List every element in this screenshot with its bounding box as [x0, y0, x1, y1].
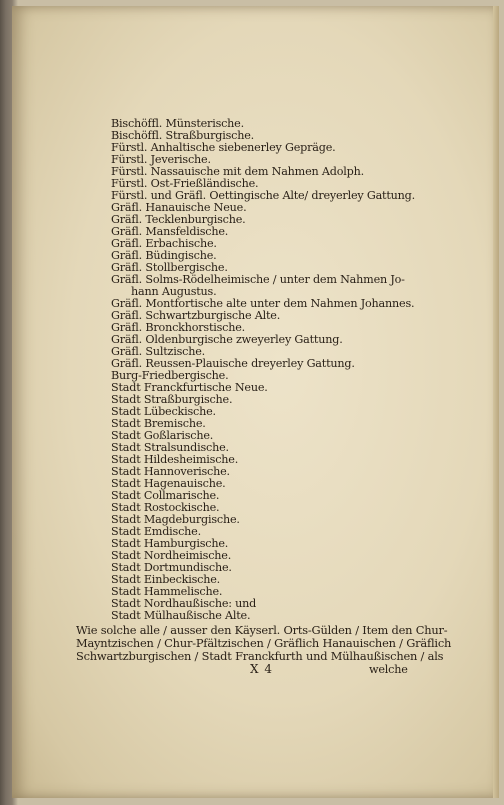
list-item: Gräfl. Solms-Rödelheimische / unter dem Nahmen Jo- [111, 273, 405, 286]
list-item: Stadt Collmarische. [111, 489, 220, 502]
list-item: Gräfl. Bronckhorstische. [111, 321, 246, 334]
list-item: Gräfl. Tecklenburgische. [111, 213, 246, 226]
list-item: Stadt Stralsundische. [111, 441, 229, 454]
list-item: Bischöffl. Straßburgische. [111, 129, 255, 142]
list-item: Stadt Hildesheimische. [111, 453, 239, 466]
list-item: Stadt Lübeckische. [111, 405, 216, 418]
catchword: welche [369, 663, 408, 676]
list-item: Burg-Friedbergische. [111, 369, 229, 382]
list-item: Gräfl. Erbachische. [111, 237, 217, 250]
list-item: Stadt Hannoverische. [111, 465, 230, 478]
list-item: Gräfl. Hanauische Neue. [111, 201, 247, 214]
list-item: Stadt Hammelische. [111, 585, 223, 598]
document-page [12, 6, 499, 798]
list-item: Gräfl. Büdingische. [111, 249, 217, 262]
list-item: Fürstl. Anhaltische siebenerley Gepräge. [111, 141, 336, 154]
paragraph-line: Mayntzischen / Chur-Pfältzischen / Gräflich Hanauischen / Gräflich [76, 636, 452, 650]
list-item: Gräfl. Stollbergische. [111, 261, 228, 274]
list-item: Stadt Goßlarische. [111, 429, 214, 442]
list-item: Stadt Emdische. [111, 525, 201, 538]
list-item-continuation: hann Augustus. [131, 285, 217, 298]
list-item: Gräfl. Schwartzburgische Alte. [111, 309, 281, 322]
list-item: Stadt Nordheimische. [111, 549, 232, 562]
list-item: Gräfl. Oldenburgische zweyerley Gattung. [111, 333, 343, 346]
list-item: Stadt Nordhaußische: und [111, 597, 257, 610]
text-block [12, 6, 499, 798]
list-item: Stadt Hagenauische. [111, 477, 226, 490]
list-item: Gräfl. Mansfeldische. [111, 225, 229, 238]
list-item: Gräfl. Montfortische alte unter dem Nahmen Johannes. [111, 297, 415, 310]
list-item: Stadt Franckfurtische Neue. [111, 381, 268, 394]
list-item: Fürstl. und Gräfl. Oettingische Alte/ dreyerley Gattung. [111, 189, 415, 202]
list-item: Stadt Hamburgische. [111, 537, 229, 550]
paragraph-line: Schwartzburgischen / Stadt Franckfurth und Mülhaußischen / als [76, 649, 444, 663]
signature-mark: X 4 [250, 662, 273, 676]
paragraph-line: Wie solche alle / ausser den Käyserl. Orts-Gülden / Item den Chur- [76, 623, 448, 637]
list-item: Stadt Rostockische. [111, 501, 220, 514]
list-item: Stadt Einbeckische. [111, 573, 220, 586]
list-item: Stadt Dortmundische. [111, 561, 232, 574]
list-item: Fürstl. Ost-Frießländische. [111, 177, 259, 190]
list-item: Gräfl. Reussen-Plauische dreyerley Gattung. [111, 357, 355, 370]
list-item: Fürstl. Nassauische mit dem Nahmen Adolph. [111, 165, 364, 178]
list-item: Stadt Mülhaußische Alte. [111, 609, 251, 622]
list-item: Stadt Bremische. [111, 417, 206, 430]
list-item: Gräfl. Sultzische. [111, 345, 205, 358]
list-item: Fürstl. Jeverische. [111, 153, 211, 166]
list-item: Stadt Straßburgische. [111, 393, 233, 406]
list-item: Stadt Magdeburgische. [111, 513, 240, 526]
list-item: Bischöffl. Münsterische. [111, 117, 244, 130]
